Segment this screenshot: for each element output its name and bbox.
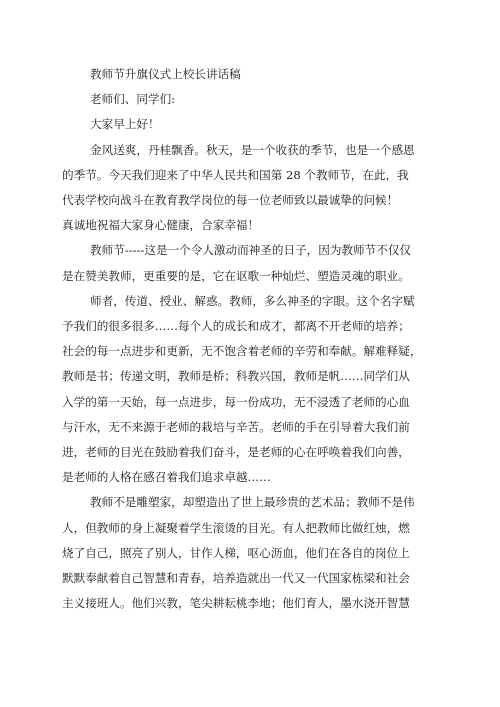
- paragraph-2: [62, 238, 438, 288]
- paragraph-line: 真诚地祝福大家身心健康，合家幸福！: [62, 218, 260, 233]
- paragraph-4: [62, 490, 438, 616]
- greeting: 大家早上好！: [90, 117, 160, 132]
- speech-body: [62, 62, 438, 616]
- paragraph-line: 进，老师的目光在鼓励着我们奋斗，是老师的心在呼唤着我们向善，: [62, 445, 410, 460]
- paragraph-line: 金风送爽，丹桂飘香。秋天，是一个收获的季节，也是一个感恩: [90, 142, 415, 157]
- paragraph-line: 代表学校向战斗在教育教学岗位的每一位老师致以最诚挚的问候！: [62, 193, 399, 208]
- paragraph-line: 社会的每一点进步和更新，无不饱含着老师的辛劳和奉献。解难释疑，: [62, 344, 422, 359]
- paragraph-line: 默默奉献着自己智慧和青春，培养造就出一代又一代国家栋梁和社会: [62, 571, 410, 586]
- paragraph-line: 人，但教师的身上凝聚着学生滚烫的目光。有人把教师比做红烛，燃: [62, 520, 410, 535]
- paragraph-line: 主义接班人。他们兴教，笔尖耕耘桃李地；他们育人，墨水浇开智慧: [62, 596, 410, 611]
- paragraph-line: 师者，传道、授业、解惑。教师，多么神圣的字眼。这个名字赋: [90, 293, 415, 308]
- paragraph-line: 是在赞美教师，更重要的是，它在讴歌一种灿烂、塑造灵魂的职业。: [62, 268, 410, 283]
- paragraph-1: [62, 138, 438, 239]
- document-title: 教师节升旗仪式上校长讲话稿: [90, 67, 241, 81]
- paragraph-line: 入学的第一天始，每一点进步，每一份成功，无不浸透了老师的心血: [62, 394, 410, 409]
- paragraph-line: 的季节。今天我们迎来了中华人民共和国第 28 个教师节，在此，我: [62, 167, 409, 182]
- salutation: 老师们、同学们:: [90, 92, 176, 107]
- paragraph-line: 烧了自己，照亮了别人，甘作人梯，呕心沥血，他们在各自的岗位上: [62, 545, 410, 560]
- paragraph-line: 教师是书；传递文明，教师是桥；科教兴国，教师是帆……同学们从: [62, 369, 410, 384]
- paragraph-line: 教师不是雕塑家，却塑造出了世上最珍贵的艺术品；教师不是伟: [90, 495, 415, 510]
- paragraph-line: 予我们的很多很多……每个人的成长和成才，都离不开老师的培养；: [62, 319, 410, 334]
- paragraph-3: [62, 289, 438, 491]
- paragraph-line: 是老师的人格在感召着我们追求卓越……: [62, 470, 271, 485]
- paragraph-line: 教师节-----这是一个令人激动而神圣的日子，因为教师节不仅仅: [90, 243, 412, 258]
- paragraph-line: 与汗水，无不来源于老师的栽培与辛苦。老师的手在引导着大我们前: [62, 419, 410, 434]
